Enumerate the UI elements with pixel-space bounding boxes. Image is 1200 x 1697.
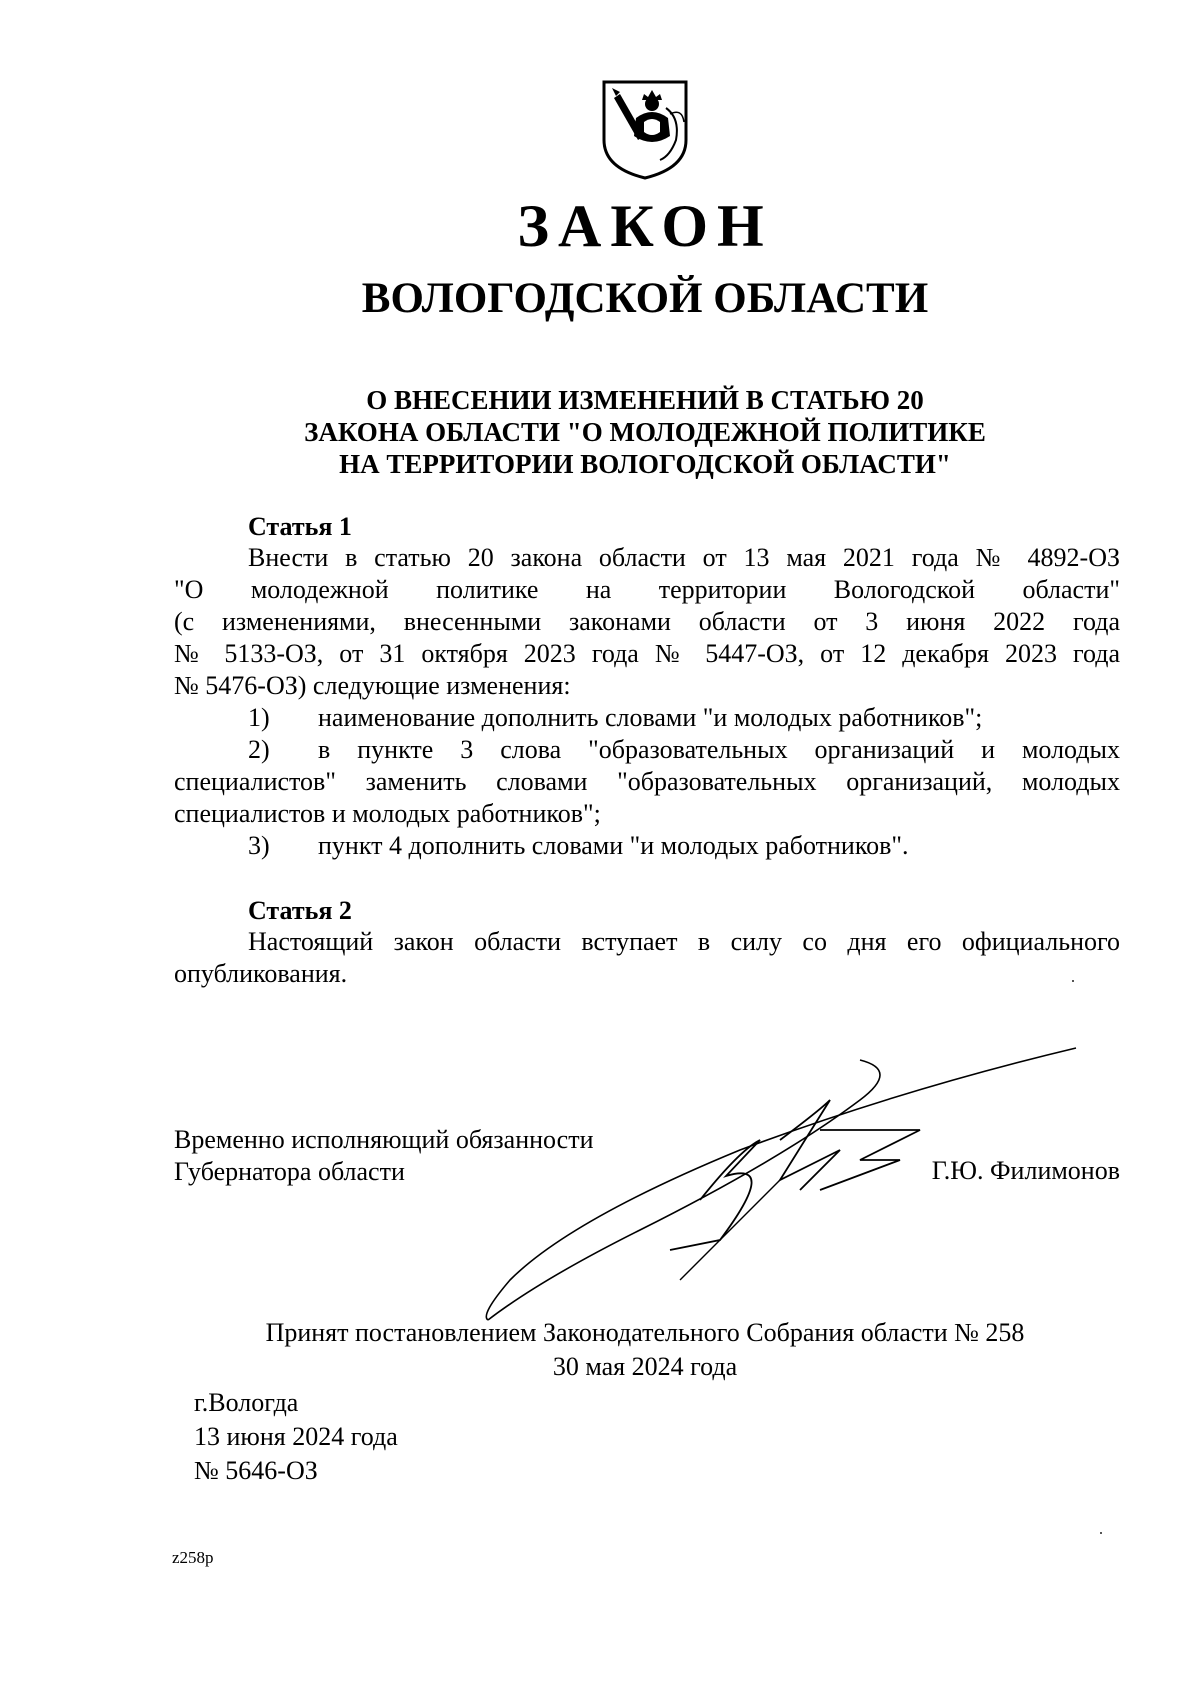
paragraph-line: "О молодежной политике на территории Вологодской области" [174,575,1120,604]
paragraph-line: (с изменениями, внесенными законами области от 3 июня 2022 года [174,607,1120,636]
list-item [174,830,1120,862]
adoption-date: 30 мая 2024 года [552,1352,738,1381]
signatory-name: Г.Ю. Филимонов [931,1156,1120,1185]
region-heading: ВОЛОГОДСКОЙ ОБЛАСТИ [361,275,929,322]
place-date-block [194,1386,398,1488]
paragraph-line: Настоящий закон области вступает в силу со дня его официального [248,927,1120,956]
article-2-heading: Статья 2 [248,896,352,925]
adoption-line: Принят постановлением Законодательного Собрания области № 258 [265,1318,1025,1347]
document-code: z258p [172,1548,214,1567]
list-item-text: пункт 4 дополнить словами "и молодых работников". [318,831,909,860]
signatory-position-line: Губернатора области [174,1157,405,1186]
document-type-heading: ЗАКОН [517,193,773,259]
paragraph-line: Внести в статью 20 закона области от 13 мая 2021 года № 4892-ОЗ [248,543,1120,572]
scan-speck [1072,980,1074,982]
law-number: № 5646-ОЗ [194,1456,318,1485]
paragraph-line: № 5133-ОЗ, от 31 октября 2023 года № 5447-ОЗ, от 12 декабря 2023 года [174,639,1120,668]
law-title [0,384,1200,480]
coat-of-arms-icon [600,78,690,182]
law-title-line: О ВНЕСЕНИИ ИЗМЕНЕНИЙ В СТАТЬЮ 20 [366,385,924,415]
list-item-number: 3) [248,831,270,860]
scan-speck [1100,1532,1102,1534]
city: г.Вологда [194,1388,299,1417]
list-item [174,734,1120,766]
signing-date: 13 июня 2024 года [194,1422,398,1451]
list-item [174,702,1120,734]
paragraph-line: опубликования. [174,959,348,988]
paragraph-line: специалистов" заменить словами "образовательных организаций, молодых [174,767,1120,796]
article-2-body [174,926,1120,990]
law-title-line: ЗАКОНА ОБЛАСТИ "О МОЛОДЕЖНОЙ ПОЛИТИКЕ [304,417,986,447]
paragraph-line: специалистов и молодых работников"; [174,799,601,828]
signatory-position-line: Временно исполняющий обязанности [174,1125,594,1154]
list-item-text: наименование дополнить словами "и молодых работников"; [318,703,983,732]
paragraph-line: № 5476-ОЗ) следующие изменения: [174,671,571,700]
law-title-line: НА ТЕРРИТОРИИ ВОЛОГОДСКОЙ ОБЛАСТИ" [339,449,951,479]
list-item-number: 2) [248,735,270,764]
handwritten-signature [480,1040,1080,1340]
article-1-body [174,542,1120,862]
list-item-text: в пункте 3 слова "образовательных организаций и молодых [318,735,1120,764]
list-item-number: 1) [248,703,270,732]
article-1-heading: Статья 1 [248,512,352,541]
adoption-note [0,1316,1200,1384]
